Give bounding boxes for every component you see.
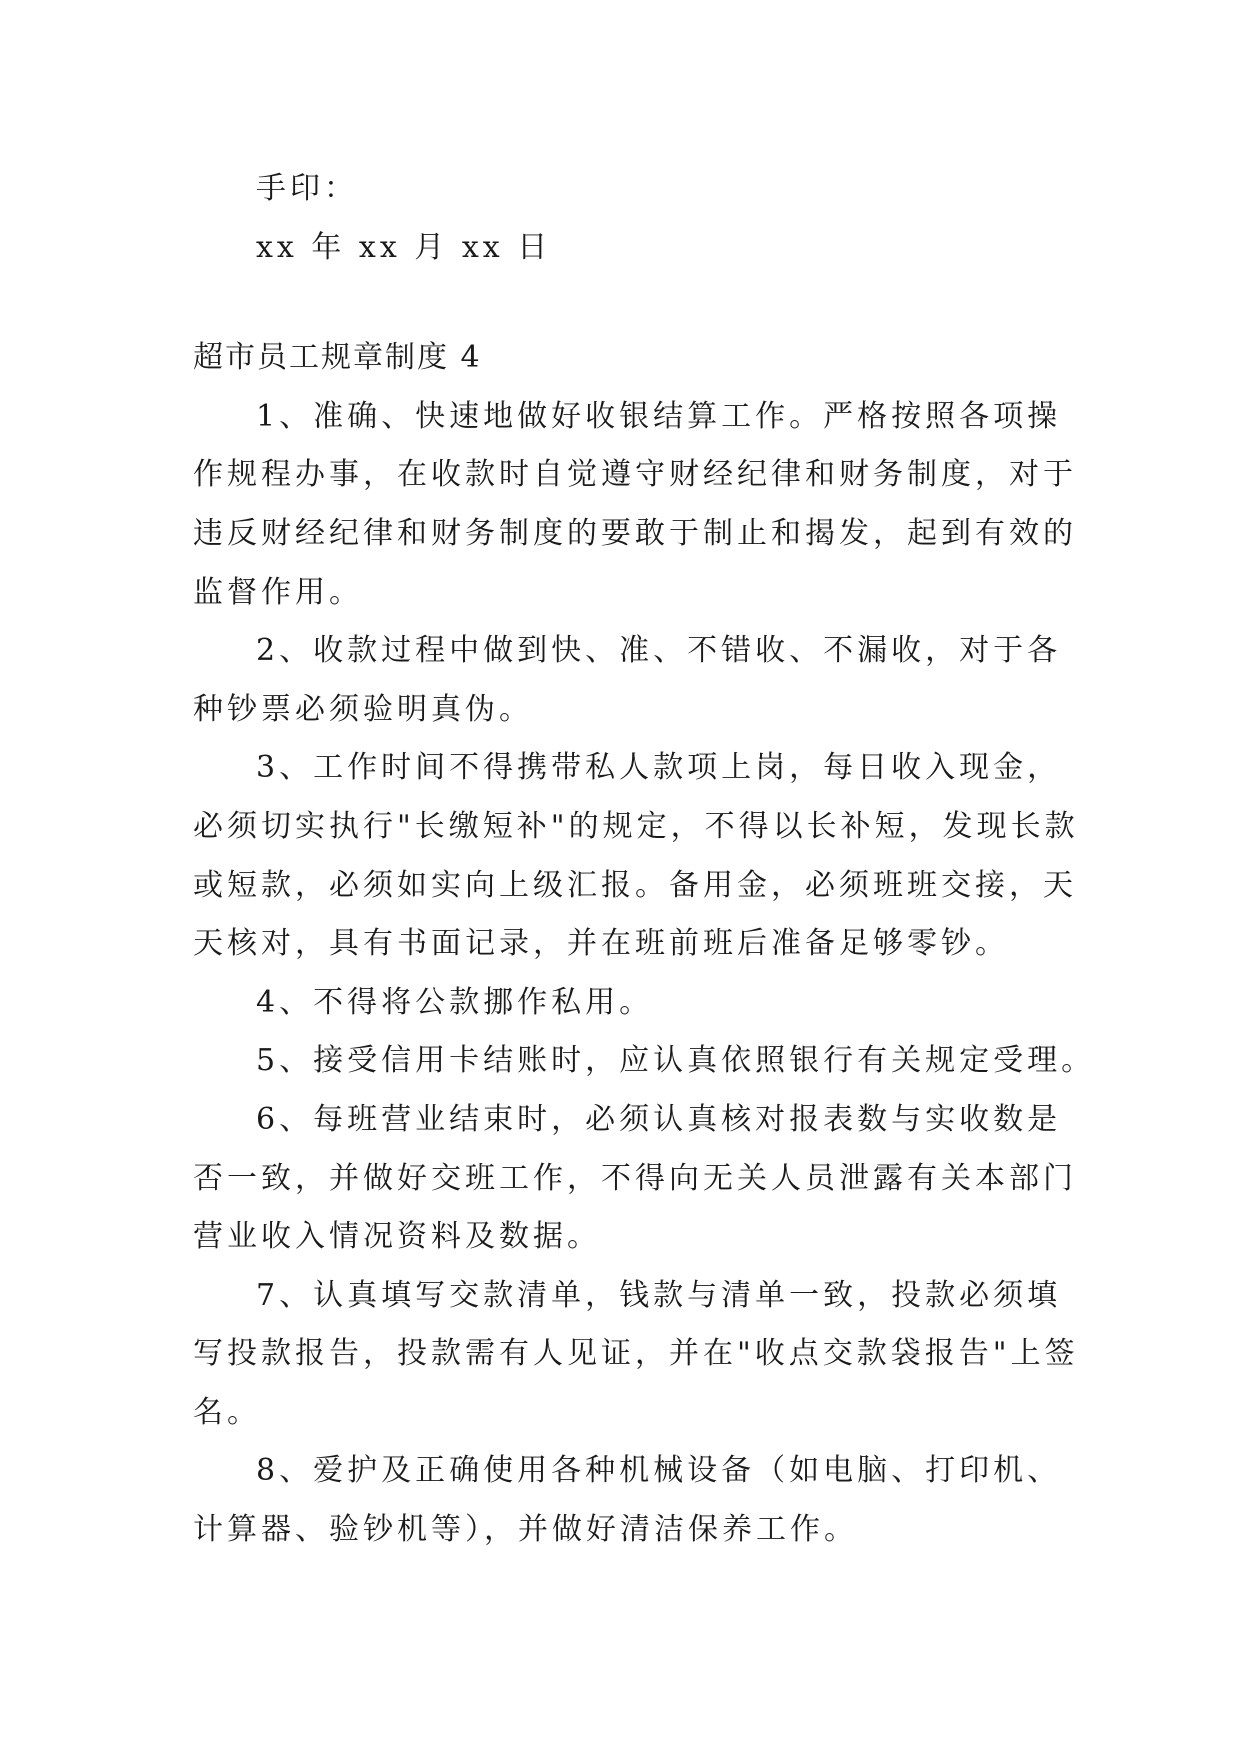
paragraph-line: 4、不得将公款挪作私用。 <box>256 984 654 1020</box>
paragraph-3 <box>193 739 1079 973</box>
paragraph-5 <box>193 1032 1096 1091</box>
paragraph-line: 作规程办事，在收款时自觉遵守财经纪律和财务制度，对于 <box>193 457 1077 493</box>
paragraph-line: 计算器、验钞机等），并做好清洁保养工作。 <box>193 1512 858 1548</box>
paragraph-line: 1、准确、快速地做好收银结算工作。严格按照各项操 <box>256 398 1062 434</box>
paragraph-line: 营业收入情况资料及数据。 <box>193 1219 601 1255</box>
paragraph-line: 天核对，具有书面记录，并在班前班后准备足够零钞。 <box>193 926 1009 962</box>
paragraph-8 <box>193 1442 1062 1559</box>
section-gap <box>193 277 1053 329</box>
paragraph-2 <box>193 622 1062 739</box>
paragraph-line: 监督作用。 <box>193 574 363 610</box>
section-title: 超市员工规章制度 4 <box>193 340 482 376</box>
paragraph-line: 或短款，必须如实向上级汇报。备用金，必须班班交接，天 <box>193 867 1077 903</box>
paragraph-line: 种钞票必须验明真伪。 <box>193 691 533 727</box>
paragraph-line: 7、认真填写交款清单，钱款与清单一致，投款必须填 <box>256 1277 1062 1313</box>
document-page <box>193 160 1096 1560</box>
paragraph-line: 违反财经纪律和财务制度的要敢于制止和揭发，起到有效的 <box>193 515 1077 551</box>
signature-date: xx 年 xx 月 xx 日 <box>256 229 552 265</box>
paragraph-1 <box>193 388 1077 622</box>
paragraph-line: 写投款报告，投款需有人见证，并在"收点交款袋报告"上签 <box>193 1336 1079 1372</box>
paragraph-4 <box>193 974 1053 1033</box>
paragraph-line: 2、收款过程中做到快、准、不错收、不漏收，对于各 <box>256 633 1062 669</box>
paragraph-line: 8、爱护及正确使用各种机械设备（如电脑、打印机、 <box>256 1453 1062 1489</box>
paragraph-line: 否一致，并做好交班工作，不得向无关人员泄露有关本部门 <box>193 1160 1077 1196</box>
paragraph-line: 名。 <box>193 1394 261 1430</box>
paragraph-6 <box>193 1091 1077 1267</box>
paragraph-7 <box>193 1267 1079 1443</box>
paragraph-line: 5、接受信用卡结账时，应认真依照银行有关规定受理。 <box>256 1043 1096 1079</box>
paragraph-line: 3、工作时间不得携带私人款项上岗，每日收入现金， <box>256 750 1062 786</box>
paragraph-line: 6、每班营业结束时，必须认真核对报表数与实收数是 <box>256 1101 1062 1137</box>
paragraph-line: 必须切实执行"长缴短补"的规定，不得以长补短，发现长款 <box>193 808 1079 844</box>
handprint-label: 手印： <box>256 171 358 206</box>
